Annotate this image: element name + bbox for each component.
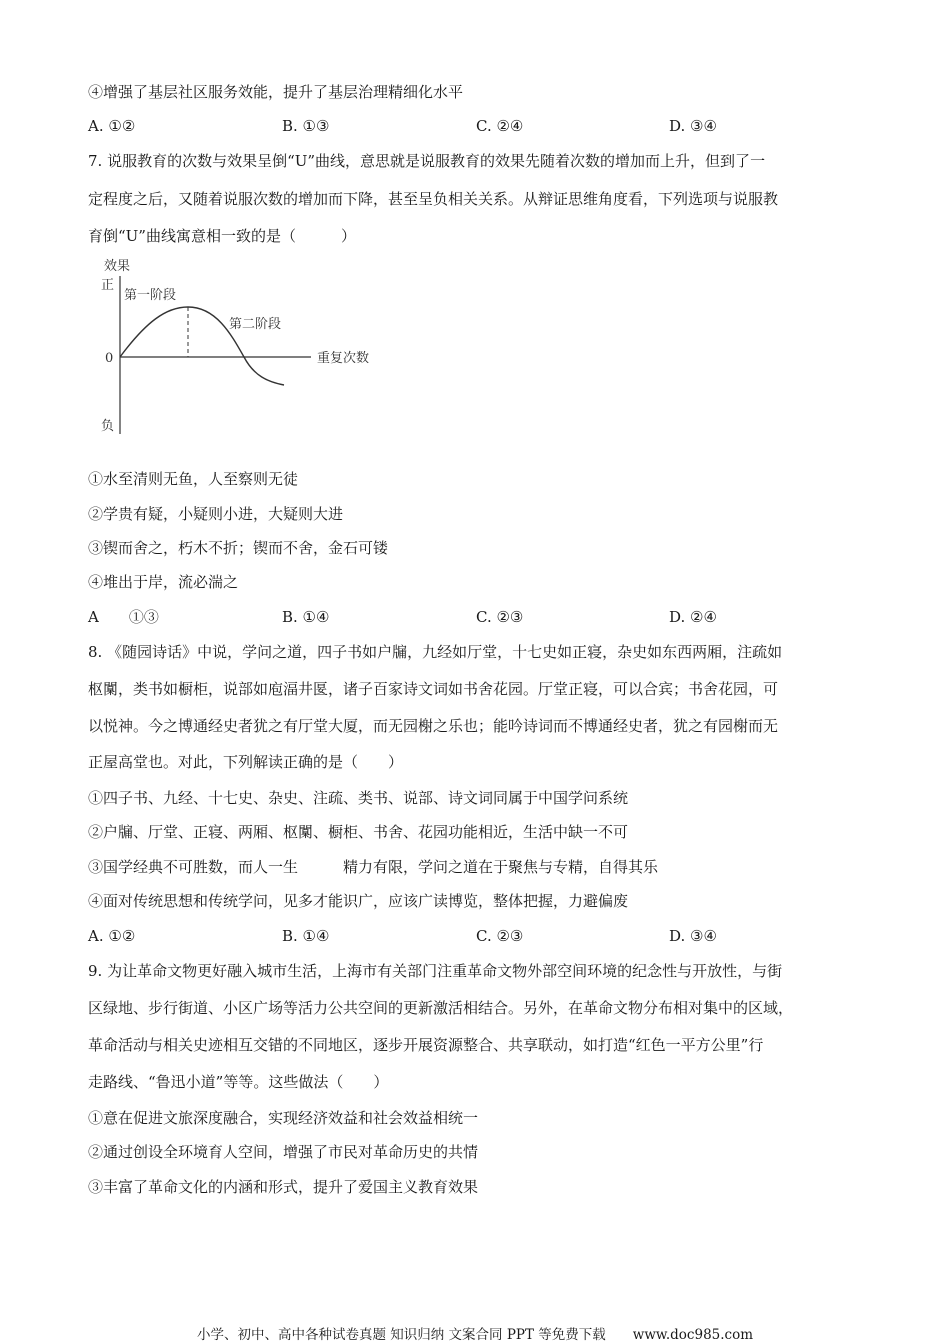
q7-options bbox=[88, 607, 848, 627]
q8-item-3: ③国学经典不可胜数，而人一生 精力有限，学问之道在于聚焦与专精，自得其乐 bbox=[88, 858, 659, 876]
q7-option-c: C. ②③ bbox=[476, 608, 524, 626]
q6-option-d: D. ③④ bbox=[669, 117, 717, 135]
q7-item-1: ①水至清则无鱼，人至察则无徒 bbox=[88, 470, 299, 488]
y-axis-positive-label: 正 bbox=[101, 278, 115, 293]
q7-option-a: A ①③ bbox=[88, 608, 159, 626]
q6-options bbox=[88, 116, 848, 136]
stage-one-label: 第一阶段 bbox=[124, 288, 177, 303]
q7-stem-line-2: 定程度之后，又随着说服次数的增加而下降，甚至呈负相关关系。从辩证思维角度看，下列选项与说服教 bbox=[88, 190, 779, 208]
q7-item-3: ③锲而舍之，朽木不折；锲而不舍，金石可镂 bbox=[88, 539, 389, 557]
q8-stem-line-2: 枢闑，类书如橱柜，说部如庖湢井匽，诸子百家诗文词如书舍花园。厅堂正寝，可以合宾；书舍花园，可 bbox=[88, 680, 779, 698]
q7-option-d: D. ②④ bbox=[669, 608, 717, 626]
q6-option-a: A. ①② bbox=[88, 117, 136, 135]
page-footer: 小学、初中、高中各种试卷真题 知识归纳 文案合同 PPT 等免费下载 www.doc985.com bbox=[196, 1327, 754, 1343]
q6-item-4: ④增强了基层社区服务效能，提升了基层治理精细化水平 bbox=[88, 83, 464, 101]
q8-item-2: ②户牖、厅堂、正寝、两厢、枢闑、橱柜、书舍、花园功能相近，生活中缺一不可 bbox=[88, 823, 629, 841]
q8-stem-line-4: 正屋高堂也。对此，下列解读正确的是（ ） bbox=[88, 753, 404, 771]
q8-option-b: B. ①④ bbox=[282, 927, 330, 945]
q9-item-3: ③丰富了革命文化的内涵和形式，提升了爱国主义教育效果 bbox=[88, 1178, 479, 1196]
q7-stem-line-3: 育倒“U”曲线寓意相一致的是（ ） bbox=[88, 227, 356, 245]
x-axis-label: 重复次数 bbox=[317, 351, 370, 366]
q9-stem-line-1: 9. 为让革命文物更好融入城市生活，上海市有关部门注重革命文物外部空间环境的纪念性与开放性，与街 bbox=[88, 962, 783, 980]
q8-item-1: ①四子书、九经、十七史、杂史、注疏、类书、说部、诗文词同属于中国学问系统 bbox=[88, 789, 629, 807]
q9-stem-line-4: 走路线、“鲁迅小道”等等。这些做法（ ） bbox=[88, 1073, 389, 1091]
q8-options bbox=[88, 926, 848, 946]
stage-two-label: 第二阶段 bbox=[229, 317, 282, 332]
q8-option-c: C. ②③ bbox=[476, 927, 524, 945]
y-axis-zero-label: 0 bbox=[105, 351, 114, 366]
q6-option-b: B. ①③ bbox=[282, 117, 330, 135]
q7-item-4: ④堆出于岸，流必湍之 bbox=[88, 573, 239, 591]
q9-stem-line-2: 区绿地、步行街道、小区广场等活力公共空间的更新激活相结合。另外，在革命文物分布相对集中的区域， bbox=[88, 999, 794, 1017]
q8-option-d: D. ③④ bbox=[669, 927, 717, 945]
q7-stem-line-1: 7. 说服教育的次数与效果呈倒“U”曲线，意思就是说服教育的效果先随着次数的增加而上升，但到了一 bbox=[88, 152, 766, 170]
q7-item-2: ②学贵有疑，小疑则小进，大疑则大进 bbox=[88, 505, 344, 523]
q8-stem-line-3: 以悦神。今之博通经史者犹之有厅堂大厦，而无园榭之乐也；能吟诗词而不博通经史者，犹之有园榭而无 bbox=[88, 717, 779, 735]
q8-stem-line-1: 8. 《随园诗话》中说，学问之道，四子书如户牖，九经如厅堂，十七史如正寝，杂史如东西两厢，注疏如 bbox=[88, 643, 783, 661]
q9-item-2: ②通过创设全环境育人空间，增强了市民对革命历史的共情 bbox=[88, 1143, 479, 1161]
y-axis-title: 效果 bbox=[104, 259, 131, 274]
q9-stem-line-3: 革命活动与相关史迹相互交错的不同地区，逐步开展资源整合、共享联动，如打造“红色一平方公里”行 bbox=[88, 1036, 764, 1054]
q8-item-4: ④面对传统思想和传统学问，见多才能识广，应该广读博览，整体把握，力避偏废 bbox=[88, 892, 629, 910]
q9-item-1: ①意在促进文旅深度融合，实现经济效益和社会效益相统一 bbox=[88, 1109, 479, 1127]
y-axis-negative-label: 负 bbox=[101, 419, 115, 434]
q6-option-c: C. ②④ bbox=[476, 117, 524, 135]
q7-option-b: B. ①④ bbox=[282, 608, 330, 626]
inverted-u-curve-graph bbox=[96, 254, 396, 438]
q8-option-a: A. ①② bbox=[88, 927, 136, 945]
